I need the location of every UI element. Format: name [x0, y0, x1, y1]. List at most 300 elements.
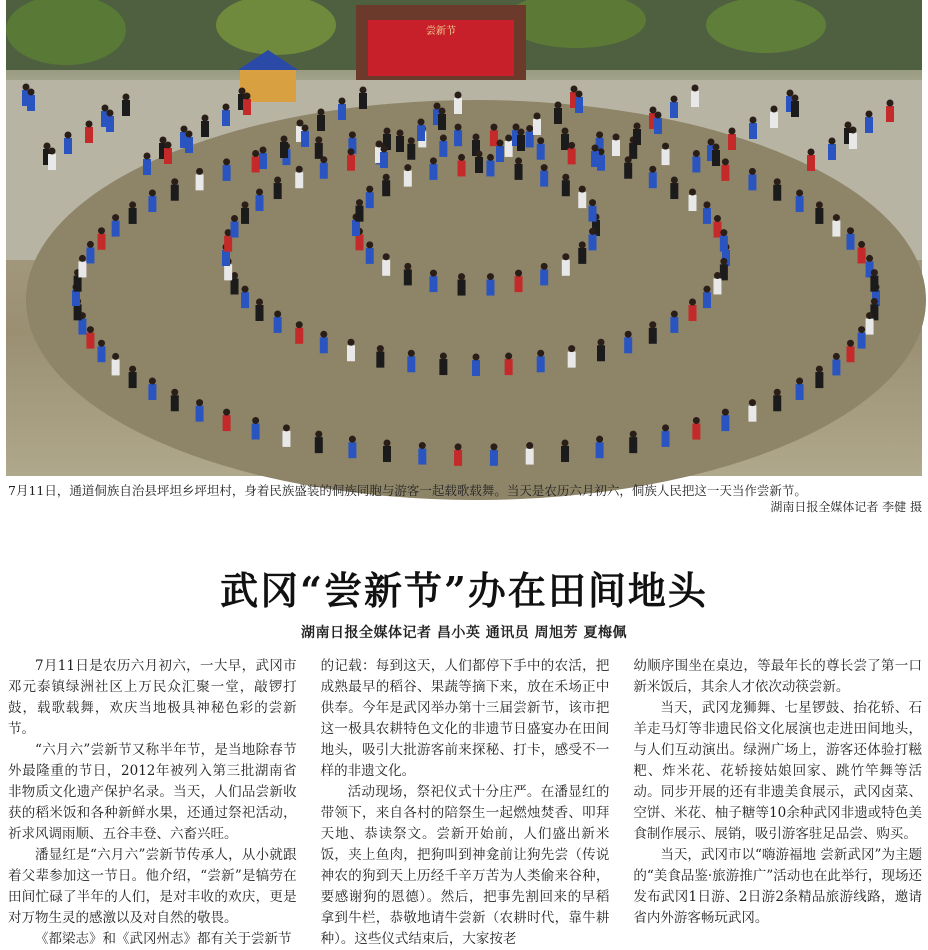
dancer-head [86, 121, 93, 128]
dancer-head [381, 146, 388, 153]
dancer-head [518, 129, 525, 136]
dancer-head [256, 189, 263, 196]
dancer-figure [828, 144, 836, 160]
dancer-figure [171, 185, 179, 201]
dancer-head [490, 124, 497, 131]
dancer-figure [815, 372, 823, 388]
dancer-figure [382, 180, 390, 196]
dancer-head [160, 137, 167, 144]
dancer-figure [649, 172, 657, 188]
dancer-figure [496, 146, 504, 162]
dancer-figure [720, 236, 728, 252]
dancer-head [281, 136, 288, 143]
dancer-head [383, 253, 390, 260]
dancer-head [129, 366, 136, 373]
dancer-head [23, 84, 30, 91]
dancer-head [833, 353, 840, 360]
dancer-figure [429, 164, 437, 180]
dancer-head [630, 431, 637, 438]
article-paragraph: 潘显红是“六月六”尝新节传承人，从小就跟着父辈参加这一节日。他介绍，“尝新”是犒劳在田间忙碌了半年的人们，是对丰收的欢庆，更是对万物生灵的感激以及对自然的敬畏。 [8, 847, 297, 926]
dancer-head [283, 424, 290, 431]
dancer-head [87, 241, 94, 248]
dancer-figure [712, 150, 720, 166]
dancer-figure [796, 196, 804, 212]
dancer-figure [359, 93, 367, 109]
dancer-head [320, 156, 327, 163]
dancer-head [505, 134, 512, 141]
dancer-head [858, 241, 865, 248]
dancer-head [515, 270, 522, 277]
dancer-figure [515, 164, 523, 180]
dancer-figure [231, 278, 239, 294]
dancer-figure [439, 359, 447, 375]
dancer-head [349, 436, 356, 443]
dancer-head [408, 137, 415, 144]
dancer-head [596, 436, 603, 443]
dancer-figure [315, 143, 323, 159]
dancer-figure [832, 221, 840, 237]
dancer-figure [454, 98, 462, 114]
dancer-figure [773, 185, 781, 201]
dancer-head [366, 241, 373, 248]
dancer-head [376, 141, 383, 148]
dancer-figure [721, 415, 729, 431]
dancer-head [356, 199, 363, 206]
dancer-figure [748, 406, 756, 422]
dancer-figure [526, 449, 534, 465]
dancer-head [129, 201, 136, 208]
dancer-head [455, 124, 462, 131]
dancer-figure [85, 127, 93, 143]
article-headline: 武冈“尝新节”办在田间地头 [220, 568, 708, 613]
dancer-figure [749, 123, 757, 139]
dancer-figure [86, 333, 94, 349]
dancer-figure [274, 317, 282, 333]
dancer-figure [770, 112, 778, 128]
dancer-head [589, 228, 596, 235]
dancer-figure [629, 143, 637, 159]
dancer-figure [505, 141, 513, 157]
dancer-head [571, 86, 578, 93]
article-paragraph: 当天，武冈龙狮舞、七星锣鼓、抬花轿、石羊走马灯等非遗民俗文化展演也走进田间地头，与人们互动演出。绿洲广场上，游客还体验打糍粑、炸米花、花轿接姑娘回家、跳竹竿舞等活动。同步开展的还有非遗美食展示，武冈卤菜、空饼、米花、柚子糖等10余种武冈非遗或特色美食制作展示、展销，吸引游客驻足品尝、购买。 [633, 700, 923, 842]
dancer-head [473, 134, 480, 141]
dancer-head [845, 122, 852, 129]
dancer-head [816, 201, 823, 208]
dancer-head [239, 88, 246, 95]
dancer-head [348, 339, 355, 346]
dancer-figure [554, 108, 562, 124]
dancer-head [515, 157, 522, 164]
dancer-head [562, 128, 569, 135]
dancer-head [625, 156, 632, 163]
dancer-figure [171, 395, 179, 411]
dancer-figure [72, 290, 80, 306]
dancer-head [866, 255, 873, 262]
dancer-figure [315, 437, 323, 453]
dancer-head [44, 143, 51, 150]
dancer-figure [796, 384, 804, 400]
dancer-head [562, 439, 569, 446]
dancer-figure [633, 129, 641, 145]
dancer-head [537, 350, 544, 357]
dancer-figure [689, 195, 697, 211]
dancer-head [598, 339, 605, 346]
dancer-figure [98, 234, 106, 250]
dancer-figure [439, 141, 447, 157]
dancer-figure [196, 406, 204, 422]
dancer-figure [526, 131, 534, 147]
dancer-head [349, 131, 356, 138]
dancer-head [592, 145, 599, 152]
dancer-head [562, 174, 569, 181]
dancer-figure [404, 269, 412, 285]
dancer-head [98, 227, 105, 234]
article-paragraph: 活动现场，祭祀仪式十分庄严。在潘显红的带领下，来自各村的陪祭生一起燃烛焚香、叩拜天地、恭读祭文。尝新开始前，人们盛出新米饭，夹上鱼肉，把狗叫到神龛前让狗先尝（传说神农的狗到天上历经千辛万苦为人类偷来谷种，要感谢狗的恩德）。然后，把事先割回来的早稻拿到牛栏，恭敬地请牛尝新（农耕时代，靠牛耕种）。这些仪式结束后，大家按老 [320, 784, 610, 947]
festival-photo [6, 0, 922, 476]
dancer-head [315, 431, 322, 438]
dancer-figure [301, 131, 309, 147]
dancer-head [256, 299, 263, 306]
dancer-figure [352, 220, 360, 236]
dancer-head [252, 150, 259, 157]
article-paragraph: 《都梁志》和《武冈州志》都有关于尝新节 [35, 931, 292, 947]
dancer-head [476, 151, 483, 158]
dancer-figure [791, 101, 799, 117]
dancer-head [729, 128, 736, 135]
dancer-figure [649, 328, 657, 344]
dancer-head [107, 110, 114, 117]
article-column-3 [633, 656, 922, 936]
dancer-head [28, 89, 35, 96]
article-column-2 [320, 656, 610, 947]
dancer-head [102, 105, 109, 112]
dancer-head [816, 366, 823, 373]
dancer-figure [348, 442, 356, 458]
dancer-head [366, 186, 373, 193]
dancer-figure [347, 155, 355, 171]
dancer-head [703, 286, 710, 293]
dancer-figure [438, 114, 446, 130]
dancer-head [430, 270, 437, 277]
dancer-head [655, 112, 662, 119]
dancer-figure [612, 140, 620, 156]
dancer-figure [537, 356, 545, 372]
dancer-head [144, 153, 151, 160]
dancer-figure [597, 345, 605, 361]
dancer-head [473, 354, 480, 361]
dancer-figure [540, 269, 548, 285]
dancer-head [703, 201, 710, 208]
dancer-head [490, 443, 497, 450]
dancer-head [847, 340, 854, 347]
dancer-head [196, 399, 203, 406]
dancer-figure [320, 337, 328, 353]
article-body [8, 656, 923, 947]
dancer-head [749, 168, 756, 175]
dancer-figure [252, 156, 260, 172]
dancer-figure [713, 222, 721, 238]
dancer-head [296, 321, 303, 328]
dancer-figure [243, 99, 251, 115]
dancer-figure [143, 159, 151, 175]
article-paragraph: 的记载：每到这天，人们都停下手中的农活，把成熟最早的稻谷、果蔬等摘下来，放在禾场正中供奉。今年是武冈举办第十三届尝新节，该市把这一极具农耕特色文化的非遗节日盛宴办在田间地头，吸引大批游客前来探秘、打卡，感受不一样的非遗文化。 [320, 658, 610, 779]
dancer-figure [870, 276, 878, 292]
dancer-figure [78, 319, 86, 335]
dancer-figure [624, 163, 632, 179]
dancer-figure [185, 137, 193, 153]
dancer-head [713, 144, 720, 151]
dancer-head [242, 201, 249, 208]
dancer-head [348, 148, 355, 155]
dancer-head [315, 136, 322, 143]
dancer-head [252, 417, 259, 424]
dancer-figure [458, 160, 466, 176]
dancer-figure [241, 292, 249, 308]
dancer-figure [670, 317, 678, 333]
dancer-figure [575, 97, 583, 113]
dancer-figure [486, 160, 494, 176]
dancer-figure [241, 208, 249, 224]
dancer-figure [849, 133, 857, 149]
dancer-head [671, 96, 678, 103]
dancer-figure [807, 155, 815, 171]
dancer-head [662, 424, 669, 431]
dancer-figure [568, 148, 576, 164]
dancer-figure [148, 384, 156, 400]
dancer-figure [222, 110, 230, 126]
dancer-figure [815, 208, 823, 224]
stage-banner-text: 尝新节 [426, 26, 456, 37]
dancer-figure [255, 195, 263, 211]
dancer-head [440, 134, 447, 141]
dancer-figure [589, 234, 597, 250]
article-byline: 湖南日报全媒体记者 昌小英 通讯员 周旭芳 夏梅佩 [301, 625, 627, 641]
dancer-head [505, 353, 512, 360]
dancer-head [181, 126, 188, 133]
dancer-figure [282, 431, 290, 447]
dancer-head [149, 189, 156, 196]
dancer-head [576, 91, 583, 98]
dancer-figure [223, 165, 231, 181]
dancer-head [714, 215, 721, 222]
dancer-head [79, 255, 86, 262]
dancer-head [649, 166, 656, 173]
dancer-head [165, 142, 172, 149]
dancer-figure [148, 196, 156, 212]
dancer-head [850, 127, 857, 134]
dancer-head [555, 102, 562, 109]
dancer-figure [366, 248, 374, 264]
dancer-figure [129, 372, 137, 388]
dancer-figure [561, 134, 569, 150]
dancer-figure [320, 163, 328, 179]
dancer-head [223, 409, 230, 416]
dancer-figure [846, 234, 854, 250]
dancer-figure [703, 208, 711, 224]
dancer-head [487, 154, 494, 161]
dancer-head [541, 263, 548, 270]
dancer-head [458, 154, 465, 161]
dancer-head [568, 142, 575, 149]
dancer-head [750, 117, 757, 124]
dancer-figure [596, 442, 604, 458]
dancer-head [714, 272, 721, 279]
dancer-figure [858, 333, 866, 349]
dancer-head [202, 115, 209, 122]
dancer-figure [720, 264, 728, 280]
dancer-figure [376, 352, 384, 368]
dancer-head [171, 389, 178, 396]
dancer-head [434, 103, 441, 110]
dancer-head [596, 131, 603, 138]
dancer-head [796, 378, 803, 385]
dancer-head [796, 189, 803, 196]
dancer-head [297, 120, 304, 127]
dancer-head [787, 90, 794, 97]
article-column-1 [8, 656, 297, 947]
dancer-figure [458, 280, 466, 296]
article-paragraph: 当天，武冈市以“嗨游福地 尝新武冈”为主题的“美食品鉴·旅游推广”活动也在此举行，现场还发布武冈1日游、2日游2条精品旅游线路，邀请省内外游客畅玩武冈。 [633, 847, 923, 926]
dancer-head [866, 111, 873, 118]
dancer-figure [728, 134, 736, 150]
dancer-figure [832, 359, 840, 375]
dancer-figure [713, 278, 721, 294]
dancer-figure [562, 260, 570, 276]
dancer-figure [129, 208, 137, 224]
dancer-head [833, 214, 840, 221]
dancer-head [568, 345, 575, 352]
dancer-head [625, 331, 632, 338]
photo-caption [8, 482, 922, 514]
photo-credit: 湖南日报全媒体记者 李健 摄 [770, 500, 922, 514]
dancer-head [223, 158, 230, 165]
dancer-figure [106, 116, 114, 132]
dancer-head [708, 139, 715, 146]
dancer-head [692, 85, 699, 92]
dancer-head [98, 340, 105, 347]
dancer-head [541, 164, 548, 171]
dancer-figure [78, 261, 86, 277]
dancer-figure [692, 156, 700, 172]
dancer-head [526, 442, 533, 449]
dancer-figure [721, 165, 729, 181]
dancer-head [302, 125, 309, 132]
dancer-head [871, 298, 878, 305]
dancer-figure [222, 250, 230, 266]
dancer-figure [224, 264, 232, 280]
dancer-figure [252, 424, 260, 440]
dancer-figure [865, 117, 873, 133]
dancer-head [887, 100, 894, 107]
dancer-head [65, 132, 72, 139]
dancer-figure [846, 346, 854, 362]
dancer-figure [74, 276, 82, 292]
dancer-figure [517, 135, 525, 151]
dancer-figure [164, 148, 172, 164]
dancer-figure [589, 206, 597, 222]
dancer-figure [418, 449, 426, 465]
dancer-figure [689, 305, 697, 321]
dancer-figure [404, 171, 412, 187]
dancer-head [513, 124, 520, 131]
dancer-figure [670, 183, 678, 199]
dancer-figure [295, 172, 303, 188]
dancer-figure [654, 118, 662, 134]
dancer-figure [866, 319, 874, 335]
dancer-head [112, 353, 119, 360]
dancer-figure [578, 248, 586, 264]
dancer-figure [578, 192, 586, 208]
dancer-head [440, 353, 447, 360]
dancer-head [562, 253, 569, 260]
dancer-head [689, 189, 696, 196]
dancer-head [693, 150, 700, 157]
dancer-figure [629, 437, 637, 453]
dancer-head [439, 108, 446, 115]
dancer-head [274, 310, 281, 317]
dancer-figure [662, 149, 670, 165]
dancer-figure [748, 174, 756, 190]
dancer-figure [540, 171, 548, 187]
dancer-head [589, 199, 596, 206]
dancer-figure [274, 183, 282, 199]
dancer-figure [562, 180, 570, 196]
dancer-figure [382, 260, 390, 276]
dancer-figure [537, 144, 545, 160]
dancer-figure [858, 247, 866, 263]
dancer-head [808, 149, 815, 156]
dancer-figure [454, 450, 462, 466]
dancer-head [49, 148, 56, 155]
dancer-figure [454, 130, 462, 146]
dancer-figure [48, 154, 56, 170]
dancer-figure [886, 106, 894, 122]
dancer-figure [347, 345, 355, 361]
dancer-figure [112, 359, 120, 375]
article-paragraph: 幼顺序围坐在桌边，等最年长的尊长尝了第一口新米饭后，其余人才依次动筷尝新。 [633, 658, 923, 695]
dancer-head [196, 168, 203, 175]
dancer-figure [231, 222, 239, 238]
dancer-head [847, 227, 854, 234]
dancer-head [339, 98, 346, 105]
dancer-figure [417, 125, 425, 141]
dancer-head [87, 326, 94, 333]
dancer-figure [355, 206, 363, 222]
dancer-figure [568, 352, 576, 368]
dancer-head [320, 331, 327, 338]
dancer-head [749, 399, 756, 406]
dancer-head [537, 137, 544, 144]
dancer-head [318, 109, 325, 116]
dancer-figure [515, 276, 523, 292]
dancer-head [720, 258, 727, 265]
dancer-head [792, 95, 799, 102]
dancer-head [774, 178, 781, 185]
dancer-figure [317, 115, 325, 131]
dancer-figure [196, 174, 204, 190]
dancer-figure [662, 431, 670, 447]
dancer-head [455, 92, 462, 99]
dancer-head [722, 158, 729, 165]
dancer-figure [86, 247, 94, 263]
dancer-head [497, 140, 504, 147]
dancer-head [186, 131, 193, 138]
dancer-figure [295, 328, 303, 344]
dancer-figure [703, 292, 711, 308]
dancer-figure [533, 119, 541, 135]
dancer-figure [201, 121, 209, 137]
dancer-head [720, 229, 727, 236]
